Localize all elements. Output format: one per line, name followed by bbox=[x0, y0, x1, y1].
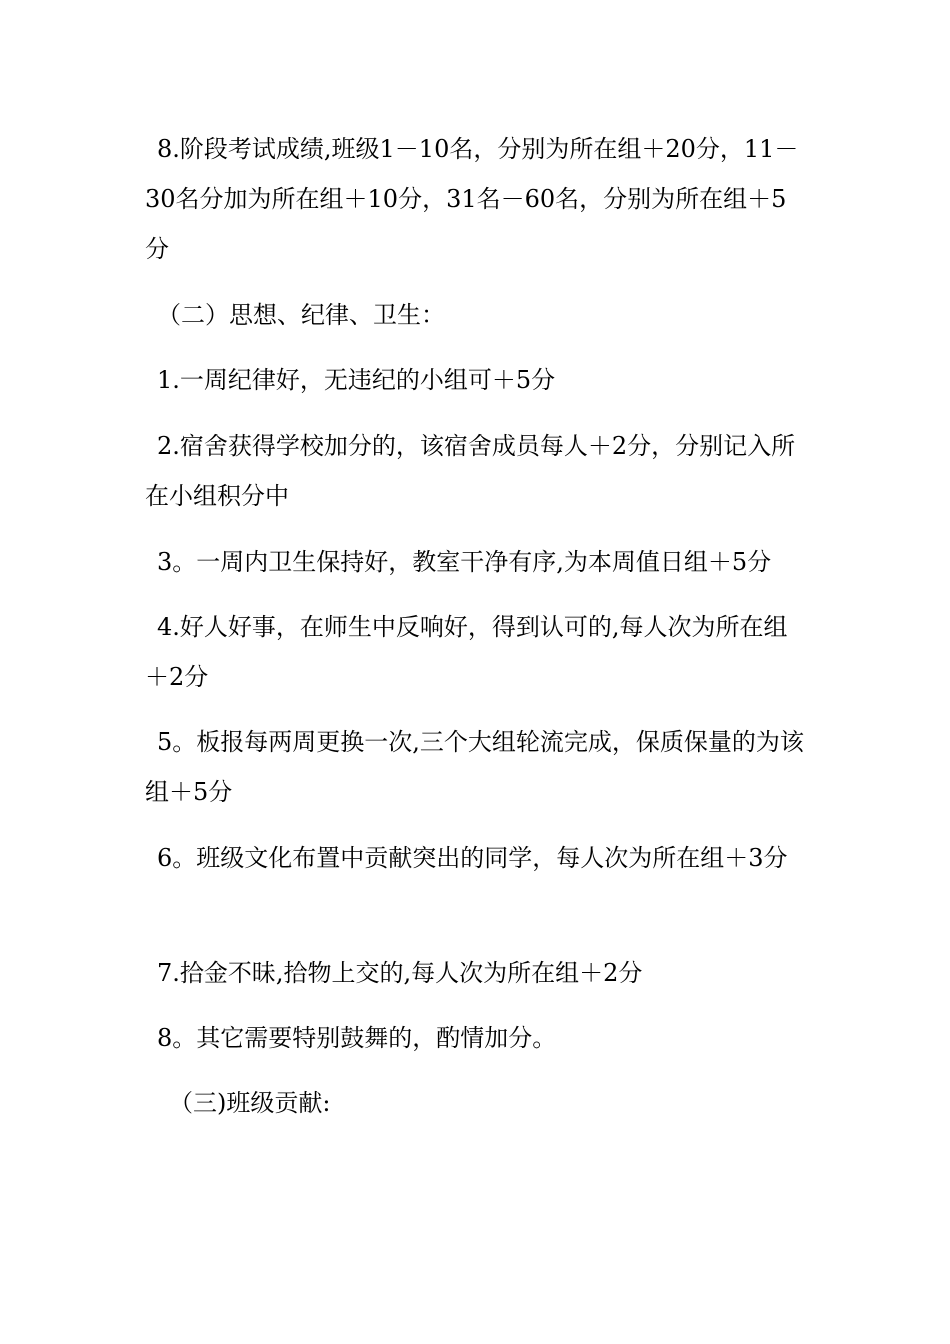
item-4-good-deeds: 4.好人好事，在师生中反响好，得到认可的,每人次为所在组＋2分 bbox=[145, 613, 788, 691]
item-2-dormitory: 2.宿舍获得学校加分的，该宿舍成员每人＋2分，分别记入所在小组积分中 bbox=[145, 432, 796, 510]
item-8-exam-scores: 8.阶段考试成绩,班级1－10名，分别为所在组＋20分，11－30名分加为所在组＋10分，31名－60名，分别为所在组＋5分 bbox=[145, 135, 799, 263]
item-1-discipline: 1.一周纪律好，无违纪的小组可＋5分 bbox=[157, 366, 556, 394]
item-5-blackboard: 5。板报每两周更换一次,三个大组轮流完成，保质保量的为该组＋5分 bbox=[145, 728, 804, 806]
item-7-lost-and-found: 7.拾金不昧,拾物上交的,每人次为所在组＋2分 bbox=[157, 959, 643, 987]
section-heading-2: （二）思想、纪律、卫生： bbox=[157, 301, 445, 329]
item-3-hygiene: 3。一周内卫生保持好，教室干净有序,为本周值日组＋5分 bbox=[157, 548, 772, 576]
section-heading-3: （三)班级贡献: bbox=[169, 1089, 331, 1117]
item-6-class-culture: 6。班级文化布置中贡献突出的同学，每人次为所在组＋3分 bbox=[157, 844, 788, 872]
item-8-other: 8。其它需要特别鼓舞的，酌情加分。 bbox=[157, 1024, 557, 1052]
